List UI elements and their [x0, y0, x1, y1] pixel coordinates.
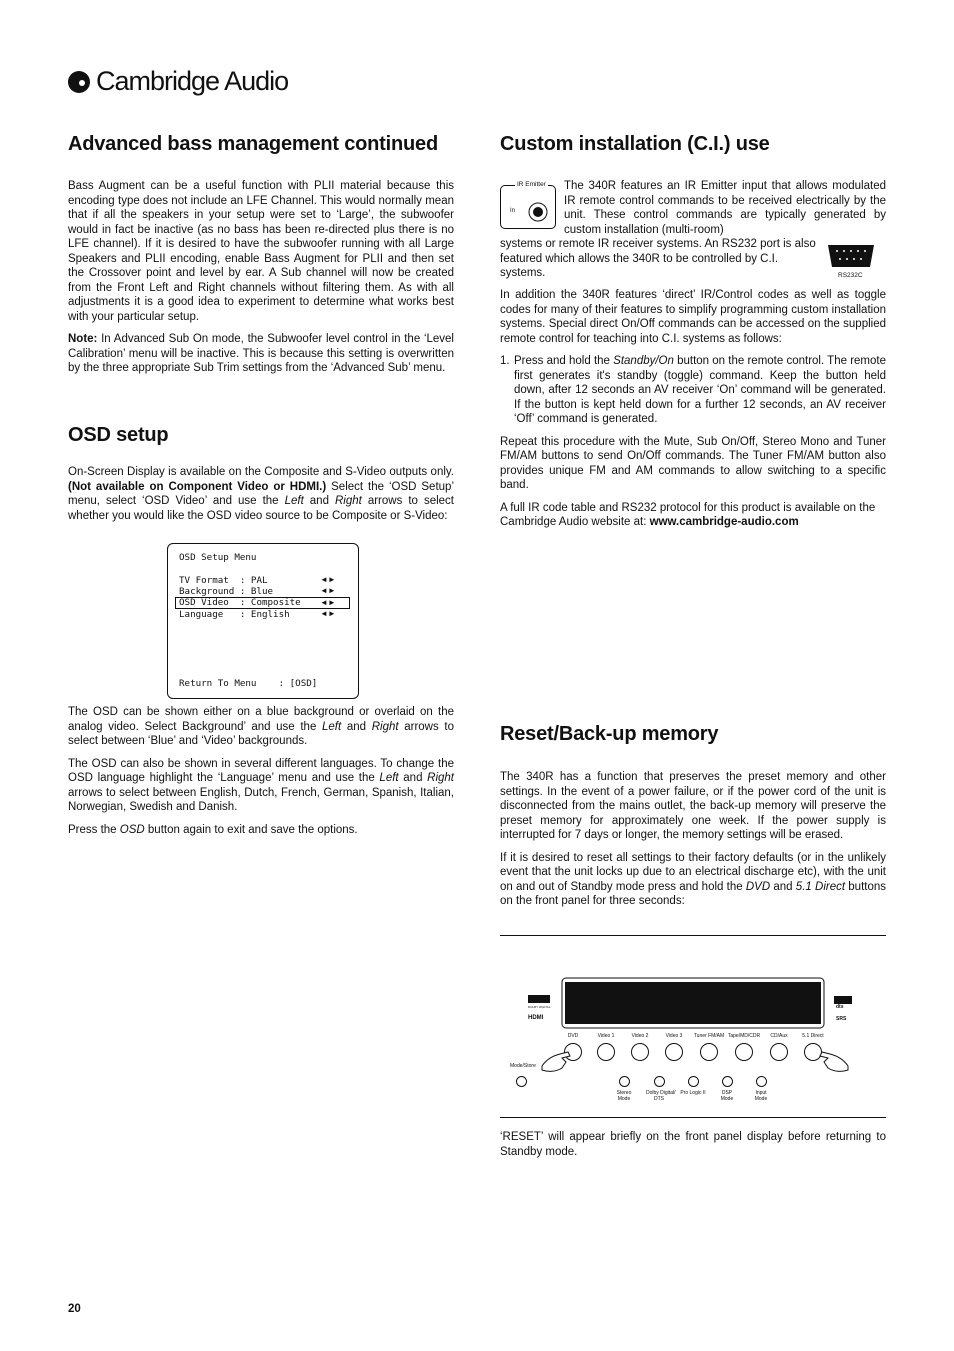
rb-p2a: If it is desired to reset all settings to their factory defaults (or in the unlikely event that the unit locks up due to an electrical discharge etc), with the unit on and out of Standby mode press and hold the [500, 851, 886, 893]
note-paragraph [68, 332, 454, 376]
panel-button-label: Input Mode [754, 1090, 768, 1102]
rb-p2c: and [770, 880, 796, 893]
reset-paragraph-2 [500, 851, 886, 909]
osd-p3c: and [398, 772, 428, 784]
left-hand-press-icon [540, 1046, 572, 1074]
panel-button-label: Tape/MD/CDR [727, 1033, 761, 1039]
dts-logo: dts [836, 1004, 844, 1010]
ir-emitter-label: IR Emitter [517, 181, 546, 188]
osd-p4a: Press the [68, 823, 120, 836]
osd-p1e: and [303, 495, 335, 507]
panel-button-dot-icon [654, 1076, 665, 1087]
osd-p1g: arrows to select whether you would like the OSD video source to be Composite or S-Video: [68, 495, 454, 522]
brand-logo [68, 66, 288, 97]
osd-paragraph-1 [68, 465, 454, 523]
ir-emitter-diagram [500, 181, 556, 229]
divider-top [500, 935, 886, 936]
reset-body [500, 770, 886, 917]
osd-p2d: Right [371, 720, 399, 733]
heading-custom-installation: Custom installation (C.I.) use [500, 133, 770, 155]
ir-in-label: In [510, 208, 516, 214]
ci-list-item [500, 354, 886, 427]
note-text: In Advanced Sub On mode, the Subwoofer level control in the ‘Level Calibration’ menu will be inactive. This is because this setting is overwritten by the three appropriate Sub Trim settings from the ‘Advanced Sub’ menu. [68, 333, 454, 374]
panel-button-label: Dolby Digital/ DTS [646, 1090, 676, 1102]
osd-p1c: Select the ‘OSD Setup’ menu, select ‘OSD Video’ and use the [68, 480, 454, 507]
osd-p1b: (Not available on Component Video or HDMI.) [68, 480, 327, 493]
ci-list-b: Standby/On [613, 355, 674, 367]
ci-list-c: button on the remote control. The remote first generates it's standby (toggle) command. Keep the button held down, after 12 seconds an AV receiver ‘On’ command will be generated. If the button is kept held down for a further 12 seconds, an AV receiver ‘Off’ command is generated. [514, 355, 887, 425]
ci-paragraph-4 [500, 501, 886, 530]
panel-button-video1[interactable] [593, 1033, 619, 1061]
osd-menu-footer: Return To Menu : [OSD] [179, 678, 318, 689]
heading-reset-backup: Reset/Back-up memory [500, 723, 719, 745]
left-column-top [68, 179, 454, 384]
reset-paragraph-3: ‘RESET’ will appear briefly on the front panel display before returning to Standby mode. [500, 1131, 886, 1158]
panel-knob-icon [700, 1043, 718, 1061]
osd-p2e: arrows to select between ‘Blue’ and ‘Video’ backgrounds. [68, 720, 454, 747]
panel-button-tuner[interactable] [692, 1033, 726, 1061]
panel-button-dolby-dts[interactable] [646, 1076, 676, 1102]
osd-menu-title: OSD Setup Menu [179, 552, 257, 563]
ci-list-number: 1. [500, 355, 510, 367]
right-hand-press-icon [818, 1046, 850, 1074]
osd-p2b: Left [322, 720, 342, 733]
reset-footer [500, 1130, 886, 1167]
srs-logo: SRS [836, 1016, 847, 1022]
panel-button-dot-icon [619, 1076, 630, 1087]
hdmi-logo: HDMI [528, 1015, 544, 1021]
osd-p4b: OSD [119, 823, 145, 836]
panel-button-label: Video 1 [597, 1033, 615, 1039]
osd-row-value: : Composite [239, 597, 301, 608]
osd-row-value: : PAL [239, 575, 268, 586]
ir-jack-icon [528, 202, 548, 222]
heading-osd-setup: OSD setup [68, 424, 169, 446]
ci-paragraph-3: Repeat this procedure with the Mute, Sub On/Off, Stereo Mono and Tuner FM/AM buttons to send On/Off commands. The Tuner FM/AM button also provides unique FM and AM commands to allow switching to a specific band. [500, 435, 886, 491]
osd-row-label: TV Format [179, 575, 240, 586]
osd-arrows-icon: ◄► [320, 575, 336, 584]
panel-top-buttons [560, 1033, 840, 1067]
rs232-connector-icon [826, 243, 876, 269]
ci-body [500, 288, 886, 538]
panel-button-label: DSP Mode [720, 1090, 734, 1102]
mode-store-button[interactable] [516, 1076, 527, 1087]
panel-button-label: CD/Aux [770, 1033, 788, 1039]
ci-intro-wrap-2 [500, 237, 818, 281]
panel-knob-icon [631, 1043, 649, 1061]
bass-augment-paragraph: Bass Augment can be a useful function with PLII material because this encoding type does not include an LFE Channel. This would normally mean that if all the speakers in your setup were set to ‘Large’, the subwoofer would in fact be inactive (as no bass has been re-directed plus there is no LFE channel). If it is desired to have the subwoofer running with all Large Speakers and PLII encoding, enable Bass Augment for PLII and then set the Crossover point and level by ear. A Sub channel will now be created from the Front Left and Right channels without filtering them. As with all adjustments it is a good idea to experiment to determine what works best with your particular setup. [68, 180, 454, 323]
osd-setup-menu-box [167, 543, 359, 699]
osd-p4c: button again to exit and save the options. [144, 823, 358, 836]
ci-p4a: A full IR code table and RS232 protocol for this product is available on the Cambridge Audio website at: [500, 501, 876, 528]
osd-row-value: : English [239, 609, 290, 620]
osd-paragraph-4 [68, 823, 454, 838]
osd-row-label: Language [179, 609, 240, 620]
panel-bottom-buttons [610, 1076, 780, 1106]
panel-knob-icon [770, 1043, 788, 1061]
osd-p1a: On-Screen Display is available on the Composite and S-Video outputs only. [68, 466, 454, 478]
website-link[interactable]: www.cambridge-audio.com [649, 516, 799, 528]
note-label: Note: [68, 333, 98, 345]
panel-button-tape[interactable] [727, 1033, 761, 1061]
panel-button-label: DVD [567, 1033, 579, 1039]
panel-button-label: Stereo Mode [616, 1090, 632, 1102]
osd-intro [68, 465, 454, 531]
osd-arrows-icon: ◄► [320, 609, 336, 618]
rb-p2d: 5.1 Direct [795, 880, 846, 893]
panel-knob-icon [735, 1043, 753, 1061]
osd-p2a: The OSD can be shown either on a blue background or overlaid on the analog video. Select Background’ and use the [68, 706, 454, 733]
panel-button-video3[interactable] [661, 1033, 687, 1061]
osd-row-language [179, 609, 290, 621]
osd-p2c: and [341, 720, 372, 733]
panel-knob-icon [597, 1043, 615, 1061]
ci-intro-wrap [564, 179, 886, 237]
panel-button-video2[interactable] [627, 1033, 653, 1061]
panel-button-input-mode[interactable] [751, 1076, 771, 1102]
panel-knob-icon [665, 1043, 683, 1061]
brand-name: Cambridge Audio [96, 66, 289, 96]
panel-button-label: 5.1 Direct [802, 1033, 824, 1039]
panel-button-dsp-mode[interactable] [717, 1076, 737, 1102]
osd-p1f: Right [334, 495, 362, 507]
panel-button-label: Pro Logic II [680, 1090, 706, 1096]
divider-bottom [500, 1117, 886, 1118]
osd-p3b: Left [379, 772, 399, 784]
panel-button-cd[interactable] [766, 1033, 792, 1061]
ci-list-a: Press and hold the [514, 355, 614, 367]
osd-p3a: The OSD can also be shown in several different languages. To change the OSD language highlight the ‘Language’ menu and use the [68, 757, 454, 784]
osd-p1d: Left [284, 495, 304, 507]
panel-button-pro-logic[interactable] [680, 1076, 706, 1096]
panel-button-dot-icon [756, 1076, 767, 1087]
panel-button-label: Tuner FM/AM [693, 1033, 725, 1039]
panel-button-label: Video 2 [631, 1033, 649, 1039]
panel-button-label: Video 3 [665, 1033, 683, 1039]
page-number: 20 [68, 1303, 81, 1315]
osd-p3d: Right [427, 772, 454, 784]
panel-button-stereo-mode[interactable] [614, 1076, 634, 1102]
panel-button-dot-icon [722, 1076, 733, 1087]
osd-row-osd-video [179, 597, 301, 609]
mode-store-label: Mode/Store [510, 1063, 536, 1069]
osd-arrows-icon: ◄► [320, 598, 336, 607]
osd-paragraph-2 [68, 705, 454, 749]
osd-p3e: arrows to select between English, Dutch, French, German, Spanish, Italian, Norwegian, Swedish and Danish. [68, 786, 454, 813]
logo-mark-icon [68, 71, 90, 93]
osd-details [68, 705, 454, 845]
osd-row-value: : Blue [239, 586, 274, 597]
osd-row-background [179, 586, 273, 598]
heading-advanced-bass: Advanced bass management continued [68, 133, 438, 155]
reset-paragraph-1: The 340R has a function that preserves the preset memory and other settings. In the event of a power failure, or if the power cord of the unit is disconnected from the mains outlet, the back-up memory will preserve the preset memory for approximately one week. If the power supply is interrupted for 7 days or longer, the memory settings will be erased. [500, 771, 886, 841]
osd-row-label: OSD Video [179, 597, 240, 608]
rb-p2b: DVD [745, 880, 771, 893]
osd-row-label: Background [179, 586, 240, 597]
panel-button-dot-icon [688, 1076, 699, 1087]
ci-paragraph-1b: systems or remote IR receiver systems. An RS232 port is also featured which allows the 340R to be controlled by C.I. systems. [500, 238, 816, 279]
rs232-label: RS232C [838, 272, 863, 279]
osd-row-tv-format [179, 575, 268, 587]
dolby-logo: DOLBY DIGITAL [528, 1005, 551, 1009]
ci-paragraph-1a: The 340R features an IR Emitter input that allows modulated IR remote control commands to be received electrically by the unit. These control commands are typically generated by custom installation (multi-room) [564, 180, 886, 236]
ci-paragraph-2: In addition the 340R features ‘direct’ IR/Control codes as well as toggle codes for many of their features to simplify programming custom installation systems. Special direct On/Off commands can be accessed on the supplied remote control for teaching into C.I. systems as follows: [500, 289, 886, 345]
rb-p2e: buttons on the front panel for three seconds: [500, 880, 886, 907]
osd-paragraph-3 [68, 757, 454, 815]
osd-arrows-icon: ◄► [320, 586, 336, 595]
